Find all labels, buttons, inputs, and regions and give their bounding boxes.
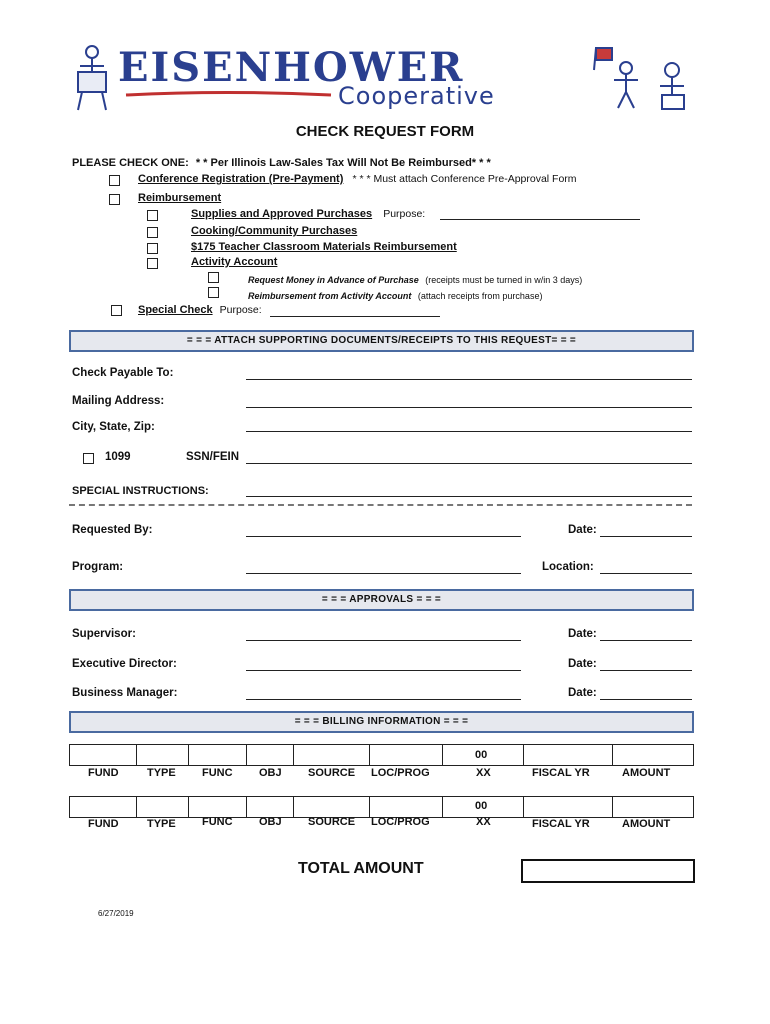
reimbursement-checkbox[interactable] (109, 194, 120, 205)
header-fiscal: FISCAL YR (532, 818, 590, 830)
requested-by-field[interactable] (246, 536, 521, 537)
check-one-note: * * Per Illinois Law-Sales Tax Will Not Be Reimbursed* * * (195, 157, 491, 169)
reimbursement-label: Reimbursement (138, 192, 222, 204)
header-source: SOURCE (308, 767, 356, 779)
conference-note: * * * Must attach Conference Pre-Approval Form (352, 173, 577, 185)
reimb-activity-label: Reimbursement from Activity Account (248, 291, 412, 301)
supplies-purpose-field[interactable] (440, 219, 640, 220)
executive-date-label: Date: (568, 658, 597, 670)
supervisor-label: Supervisor: (72, 628, 136, 640)
billing-row-1-prefill: 00 (475, 749, 488, 761)
logo-tagline: Cooperative (338, 82, 495, 110)
billing-row-2-prefill: 00 (475, 800, 488, 812)
special-purpose-field[interactable] (270, 316, 440, 317)
check-one-prefix: PLEASE CHECK ONE: (72, 157, 189, 169)
location-field[interactable] (600, 573, 692, 574)
executive-field[interactable] (246, 670, 521, 671)
header-func: FUNC (202, 816, 233, 828)
supervisor-date-label: Date: (568, 628, 597, 640)
teacher-checkbox[interactable] (147, 243, 158, 254)
check-one-line (72, 157, 491, 169)
header-amount: AMOUNT (622, 767, 671, 779)
header-source: SOURCE (308, 816, 356, 828)
header-obj: OBJ (259, 767, 282, 779)
header-fund: FUND (88, 767, 119, 779)
city-field[interactable] (246, 431, 692, 432)
requested-by-label: Requested By: (72, 524, 153, 536)
page-title: CHECK REQUEST FORM (295, 123, 475, 140)
program-field[interactable] (246, 573, 521, 574)
dashed-divider (69, 504, 692, 506)
special-check-checkbox[interactable] (111, 305, 122, 316)
teacher-label: $175 Teacher Classroom Materials Reimbursement (191, 241, 457, 253)
mailing-field[interactable] (246, 407, 692, 408)
special-purpose-label: Purpose: (219, 304, 262, 316)
form1099-label: 1099 (105, 451, 131, 463)
mailing-label: Mailing Address: (72, 395, 165, 407)
cooking-label: Cooking/Community Purchases (191, 225, 358, 237)
total-amount-field[interactable] (521, 859, 695, 883)
billing-bar: = = = BILLING INFORMATION = = = (69, 711, 694, 733)
attach-bar: = = = ATTACH SUPPORTING DOCUMENTS/RECEIPTS TO THIS REQUEST= = = (69, 330, 694, 352)
header-locprog: LOC/PROG (371, 767, 430, 779)
business-date-field[interactable] (600, 699, 692, 700)
executive-label: Executive Director: (72, 658, 177, 670)
advance-label: Request Money in Advance of Purchase (248, 275, 419, 285)
supervisor-date-field[interactable] (600, 640, 692, 641)
business-date-label: Date: (568, 687, 597, 699)
header-type: TYPE (147, 767, 176, 779)
city-label: City, State, Zip: (72, 421, 155, 433)
logo (66, 40, 696, 115)
conference-checkbox[interactable] (109, 175, 120, 186)
payable-label: Check Payable To: (72, 367, 174, 379)
header-locprog: LOC/PROG (371, 816, 430, 828)
cooking-checkbox[interactable] (147, 227, 158, 238)
executive-date-field[interactable] (600, 670, 692, 671)
business-field[interactable] (246, 699, 521, 700)
billing-row-2[interactable] (69, 796, 694, 818)
header-fund: FUND (88, 818, 119, 830)
logo-name: EISENHOWER (118, 44, 465, 91)
special-instructions-field[interactable] (246, 496, 692, 497)
supplies-label: Supplies and Approved Purchases (191, 208, 373, 220)
advance-checkbox[interactable] (208, 272, 219, 283)
payable-field[interactable] (246, 379, 692, 380)
supplies-checkbox[interactable] (147, 210, 158, 221)
activity-label: Activity Account (191, 256, 278, 268)
total-amount-label: TOTAL AMOUNT (298, 860, 424, 877)
billing-row-1[interactable] (69, 744, 694, 766)
program-label: Program: (72, 561, 124, 573)
header-fiscal: FISCAL YR (532, 767, 590, 779)
ssn-field[interactable] (246, 463, 692, 464)
form1099-checkbox[interactable] (83, 453, 94, 464)
header-xx: XX (476, 816, 491, 828)
supervisor-field[interactable] (246, 640, 521, 641)
header-xx: XX (476, 767, 491, 779)
header-func: FUNC (202, 767, 233, 779)
location-label: Location: (542, 561, 594, 573)
header-obj: OBJ (259, 816, 282, 828)
ssn-label: SSN/FEIN (186, 451, 240, 463)
header-amount: AMOUNT (622, 818, 671, 830)
special-instructions-label: SPECIAL INSTRUCTIONS: (72, 485, 209, 497)
request-date-label: Date: (568, 524, 597, 536)
approvals-bar: = = = APPROVALS = = = (69, 589, 694, 611)
activity-checkbox[interactable] (147, 258, 158, 269)
header-type: TYPE (147, 818, 176, 830)
footer-date: 6/27/2019 (98, 909, 134, 918)
special-check-label: Special Check (138, 304, 213, 316)
advance-note: (receipts must be turned in w/in 3 days) (425, 275, 583, 285)
business-label: Business Manager: (72, 687, 178, 699)
reimb-activity-note: (attach receipts from purchase) (417, 291, 543, 301)
request-date-field[interactable] (600, 536, 692, 537)
supplies-purpose-label: Purpose: (383, 208, 426, 220)
conference-label: Conference Registration (Pre-Payment) (138, 173, 344, 185)
reimb-activity-checkbox[interactable] (208, 287, 219, 298)
